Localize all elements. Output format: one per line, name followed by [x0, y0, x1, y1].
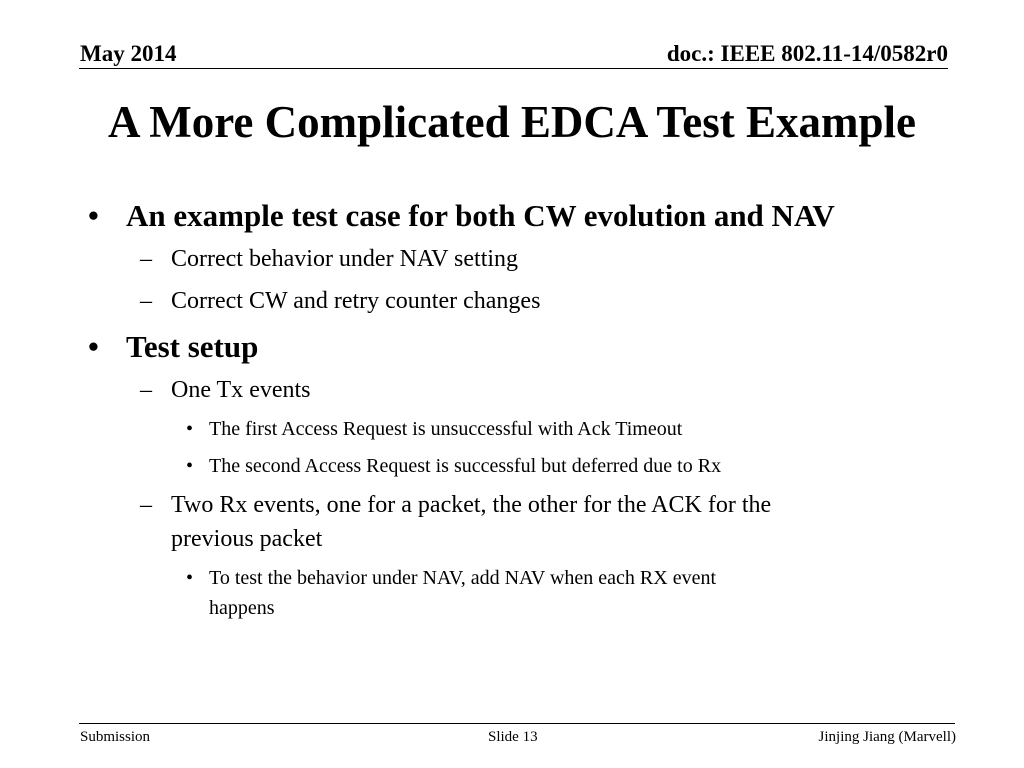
bullet-1-sub-1: Correct behavior under NAV setting [171, 246, 519, 272]
bullet-2-sub-1-item-1: The first Access Request is unsuccessful with Ack Timeout [209, 418, 683, 440]
footer-author: Jinjing Jiang (Marvell) [818, 729, 956, 745]
bullet-2-sub-2-line-1: Two Rx events, one for a packet, the other for the ACK for the [171, 492, 772, 518]
dash-marker: – [140, 377, 152, 403]
bullet-1-text: An example test case for both CW evolution and NAV [126, 198, 835, 233]
slide-title: A More Complicated EDCA Test Example [108, 97, 916, 147]
dash-marker: – [140, 492, 152, 518]
bullet-2-text: Test setup [126, 329, 259, 364]
bullet-marker: • [186, 418, 194, 440]
bullet-marker: • [88, 198, 99, 233]
header-date: May 2014 [80, 41, 177, 66]
footer-slide-number: Slide 13 [488, 729, 538, 745]
bullet-1-sub-2: Correct CW and retry counter changes [171, 288, 541, 314]
bullet-marker: • [186, 455, 194, 477]
bullet-2-sub-2-item-line-1: To test the behavior under NAV, add NAV when each RX event [209, 567, 717, 589]
bullet-2-sub-2-item-line-2: happens [209, 597, 275, 619]
footer-submission: Submission [80, 729, 151, 745]
bullet-2-sub-1-item-2: The second Access Request is successful but deferred due to Rx [209, 455, 722, 477]
bullet-marker: • [186, 567, 194, 589]
bullet-2-sub-2-line-2: previous packet [171, 526, 323, 552]
footer-divider [79, 723, 955, 724]
header-doc-id: doc.: IEEE 802.11-14/0582r0 [666, 41, 948, 66]
dash-marker: – [140, 288, 152, 314]
dash-marker: – [140, 246, 152, 272]
bullet-marker: • [88, 329, 99, 364]
bullet-2-sub-1: One Tx events [171, 377, 311, 403]
